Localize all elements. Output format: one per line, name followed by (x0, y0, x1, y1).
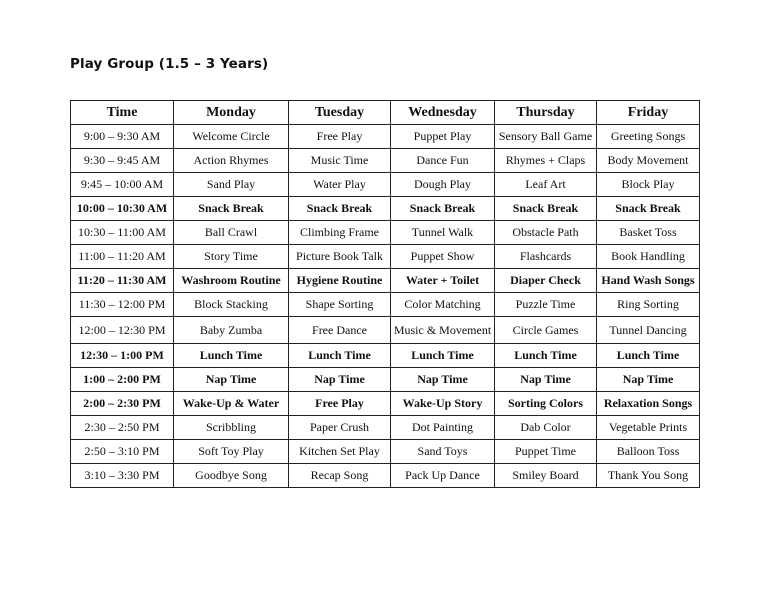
cell-thursday: Diaper Check (495, 269, 597, 293)
cell-monday: Block Stacking (174, 293, 289, 317)
table-row (71, 149, 700, 173)
table-row (71, 464, 700, 488)
cell-friday: Tunnel Dancing (597, 317, 700, 344)
cell-tuesday: Climbing Frame (289, 221, 391, 245)
cell-wednesday: Lunch Time (391, 344, 495, 368)
cell-time: 12:00 – 12:30 PM (71, 317, 174, 344)
table-row (71, 416, 700, 440)
cell-thursday: Snack Break (495, 197, 597, 221)
cell-wednesday: Puppet Show (391, 245, 495, 269)
cell-wednesday: Dot Painting (391, 416, 495, 440)
cell-friday: Basket Toss (597, 221, 700, 245)
cell-wednesday: Water + Toilet (391, 269, 495, 293)
cell-tuesday: Recap Song (289, 464, 391, 488)
table-row (71, 197, 700, 221)
cell-thursday: Leaf Art (495, 173, 597, 197)
cell-thursday: Sensory Ball Game (495, 125, 597, 149)
cell-time: 1:00 – 2:00 PM (71, 368, 174, 392)
column-header-friday: Friday (597, 101, 700, 125)
cell-friday: Lunch Time (597, 344, 700, 368)
cell-friday: Greeting Songs (597, 125, 700, 149)
cell-tuesday: Free Play (289, 125, 391, 149)
cell-monday: Goodbye Song (174, 464, 289, 488)
table-row (71, 368, 700, 392)
table-body (71, 125, 700, 488)
table-row (71, 125, 700, 149)
cell-friday: Book Handling (597, 245, 700, 269)
cell-time: 9:00 – 9:30 AM (71, 125, 174, 149)
table-row (71, 245, 700, 269)
cell-monday: Action Rhymes (174, 149, 289, 173)
cell-time: 9:30 – 9:45 AM (71, 149, 174, 173)
table-row (71, 440, 700, 464)
table-row (71, 173, 700, 197)
cell-monday: Story Time (174, 245, 289, 269)
cell-thursday: Obstacle Path (495, 221, 597, 245)
column-header-wednesday: Wednesday (391, 101, 495, 125)
cell-friday: Vegetable Prints (597, 416, 700, 440)
cell-friday: Block Play (597, 173, 700, 197)
column-header-time: Time (71, 101, 174, 125)
cell-tuesday: Free Play (289, 392, 391, 416)
cell-tuesday: Water Play (289, 173, 391, 197)
cell-tuesday: Nap Time (289, 368, 391, 392)
cell-thursday: Circle Games (495, 317, 597, 344)
cell-tuesday: Music Time (289, 149, 391, 173)
cell-friday: Hand Wash Songs (597, 269, 700, 293)
table-row (71, 344, 700, 368)
cell-wednesday: Dance Fun (391, 149, 495, 173)
cell-wednesday: Dough Play (391, 173, 495, 197)
cell-time: 12:30 – 1:00 PM (71, 344, 174, 368)
cell-tuesday: Lunch Time (289, 344, 391, 368)
table-row (71, 221, 700, 245)
cell-thursday: Dab Color (495, 416, 597, 440)
cell-tuesday: Picture Book Talk (289, 245, 391, 269)
cell-thursday: Sorting Colors (495, 392, 597, 416)
table-row (71, 269, 700, 293)
cell-friday: Thank You Song (597, 464, 700, 488)
cell-time: 2:50 – 3:10 PM (71, 440, 174, 464)
cell-wednesday: Nap Time (391, 368, 495, 392)
cell-monday: Nap Time (174, 368, 289, 392)
cell-friday: Ring Sorting (597, 293, 700, 317)
cell-time: 10:00 – 10:30 AM (71, 197, 174, 221)
document-title: Play Group (1.5 – 3 Years) (70, 56, 269, 72)
table-row (71, 317, 700, 344)
cell-wednesday: Music & Movement (391, 317, 495, 344)
cell-time: 9:45 – 10:00 AM (71, 173, 174, 197)
cell-monday: Scribbling (174, 416, 289, 440)
cell-wednesday: Pack Up Dance (391, 464, 495, 488)
cell-tuesday: Paper Crush (289, 416, 391, 440)
column-header-tuesday: Tuesday (289, 101, 391, 125)
column-header-monday: Monday (174, 101, 289, 125)
cell-wednesday: Color Matching (391, 293, 495, 317)
cell-monday: Snack Break (174, 197, 289, 221)
cell-thursday: Lunch Time (495, 344, 597, 368)
cell-monday: Wake-Up & Water (174, 392, 289, 416)
cell-monday: Welcome Circle (174, 125, 289, 149)
cell-monday: Lunch Time (174, 344, 289, 368)
cell-tuesday: Free Dance (289, 317, 391, 344)
cell-time: 10:30 – 11:00 AM (71, 221, 174, 245)
cell-tuesday: Shape Sorting (289, 293, 391, 317)
cell-time: 3:10 – 3:30 PM (71, 464, 174, 488)
cell-wednesday: Puppet Play (391, 125, 495, 149)
cell-thursday: Puppet Time (495, 440, 597, 464)
cell-thursday: Flashcards (495, 245, 597, 269)
cell-wednesday: Wake-Up Story (391, 392, 495, 416)
cell-wednesday: Snack Break (391, 197, 495, 221)
cell-monday: Baby Zumba (174, 317, 289, 344)
cell-thursday: Nap Time (495, 368, 597, 392)
cell-tuesday: Hygiene Routine (289, 269, 391, 293)
cell-friday: Body Movement (597, 149, 700, 173)
cell-wednesday: Sand Toys (391, 440, 495, 464)
cell-monday: Soft Toy Play (174, 440, 289, 464)
cell-wednesday: Tunnel Walk (391, 221, 495, 245)
cell-tuesday: Snack Break (289, 197, 391, 221)
column-header-thursday: Thursday (495, 101, 597, 125)
cell-time: 11:00 – 11:20 AM (71, 245, 174, 269)
cell-time: 11:20 – 11:30 AM (71, 269, 174, 293)
cell-monday: Ball Crawl (174, 221, 289, 245)
cell-monday: Washroom Routine (174, 269, 289, 293)
cell-time: 2:30 – 2:50 PM (71, 416, 174, 440)
cell-tuesday: Kitchen Set Play (289, 440, 391, 464)
cell-friday: Balloon Toss (597, 440, 700, 464)
cell-friday: Nap Time (597, 368, 700, 392)
table-row (71, 392, 700, 416)
table-header-row (71, 101, 700, 125)
schedule-table (70, 100, 700, 488)
cell-friday: Snack Break (597, 197, 700, 221)
cell-monday: Sand Play (174, 173, 289, 197)
cell-thursday: Smiley Board (495, 464, 597, 488)
cell-time: 11:30 – 12:00 PM (71, 293, 174, 317)
cell-friday: Relaxation Songs (597, 392, 700, 416)
table-row (71, 293, 700, 317)
cell-time: 2:00 – 2:30 PM (71, 392, 174, 416)
cell-thursday: Puzzle Time (495, 293, 597, 317)
cell-thursday: Rhymes + Claps (495, 149, 597, 173)
